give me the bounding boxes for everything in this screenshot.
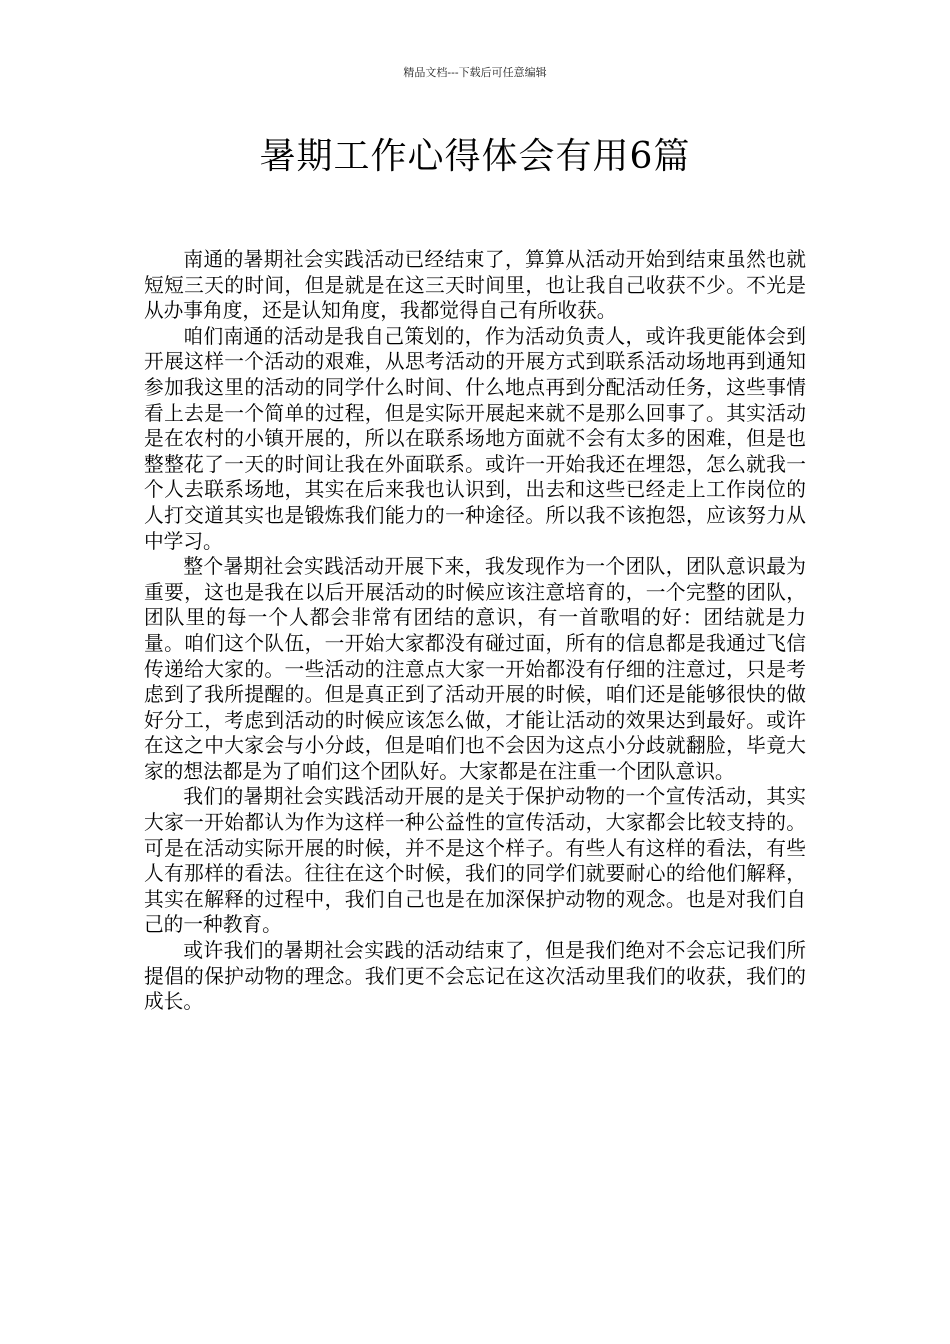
document-body bbox=[144, 247, 806, 1015]
paragraph: 或许我们的暑期社会实践的活动结束了，但是我们绝对不会忘记我们所提倡的保护动物的理念。我们更不会忘记在这次活动里我们的收获，我们的成长。 bbox=[144, 939, 806, 1014]
document-title: 暑期工作心得体会有用6篇 bbox=[259, 136, 691, 177]
paragraph: 我们的暑期社会实践活动开展的是关于保护动物的一个宣传活动，其实大家一开始都认为作为这样一种公益性的宣传活动，大家都会比较支持的。可是在活动实际开展的时候，并不是这个样子。有些人有这样的看法，有些人有那样的看法。往往在这个时候，我们的同学们就要耐心的给他们解释，其实在解释的过程中，我们自己也是在加深保护动物的观念。也是对我们自己的一种教育。 bbox=[144, 785, 806, 937]
paragraph: 咱们南通的活动是我自己策划的，作为活动负责人，或许我更能体会到开展这样一个活动的艰难，从思考活动的开展方式到联系活动场地再到通知参加我这里的活动的同学什么时间、什么地点再到分配活动任务，这些事情看上去是一个简单的过程，但是实际开展起来就不是那么回事了。其实活动是在农村的小镇开展的，所以在联系场地方面就不会有太多的困难，但是也整整花了一天的时间让我在外面联系。或许一开始我还在埋怨，怎么就我一个人去联系场地，其实在后来我也认识到，出去和这些已经走上工作岗位的人打交道其实也是锻炼我们能力的一种途径。所以我不该抱怨，应该努力从中学习。 bbox=[144, 324, 806, 553]
header-note: 精品文档---下载后可任意编辑 bbox=[403, 66, 547, 79]
paragraph: 整个暑期社会实践活动开展下来，我发现作为一个团队，团队意识最为重要，这也是我在以后开展活动的时候应该注意培育的，一个完整的团队，团队里的每一个人都会非常有团结的意识，有一首歌唱的好：团结就是力量。咱们这个队伍，一开始大家都没有碰过面，所有的信息都是我通过飞信传递给大家的。一些活动的注意点大家一开始都没有仔细的注意过，只是考虑到了我所提醒的。但是真正到了活动开展的时候，咱们还是能够很快的做好分工，考虑到活动的时候应该怎么做，才能让活动的效果达到最好。或许在这之中大家会与小分歧，但是咱们也不会因为这点小分歧就翻脸，毕竟大家的想法都是为了咱们这个团队好。大家都是在注重一个团队意识。 bbox=[144, 555, 806, 783]
paragraph: 南通的暑期社会实践活动已经结束了，算算从活动开始到结束虽然也就短短三天的时间，但是就是在这三天时间里，也让我自己收获不少。不光是从办事角度，还是认知角度，我都觉得自己有所收获。 bbox=[144, 248, 806, 323]
